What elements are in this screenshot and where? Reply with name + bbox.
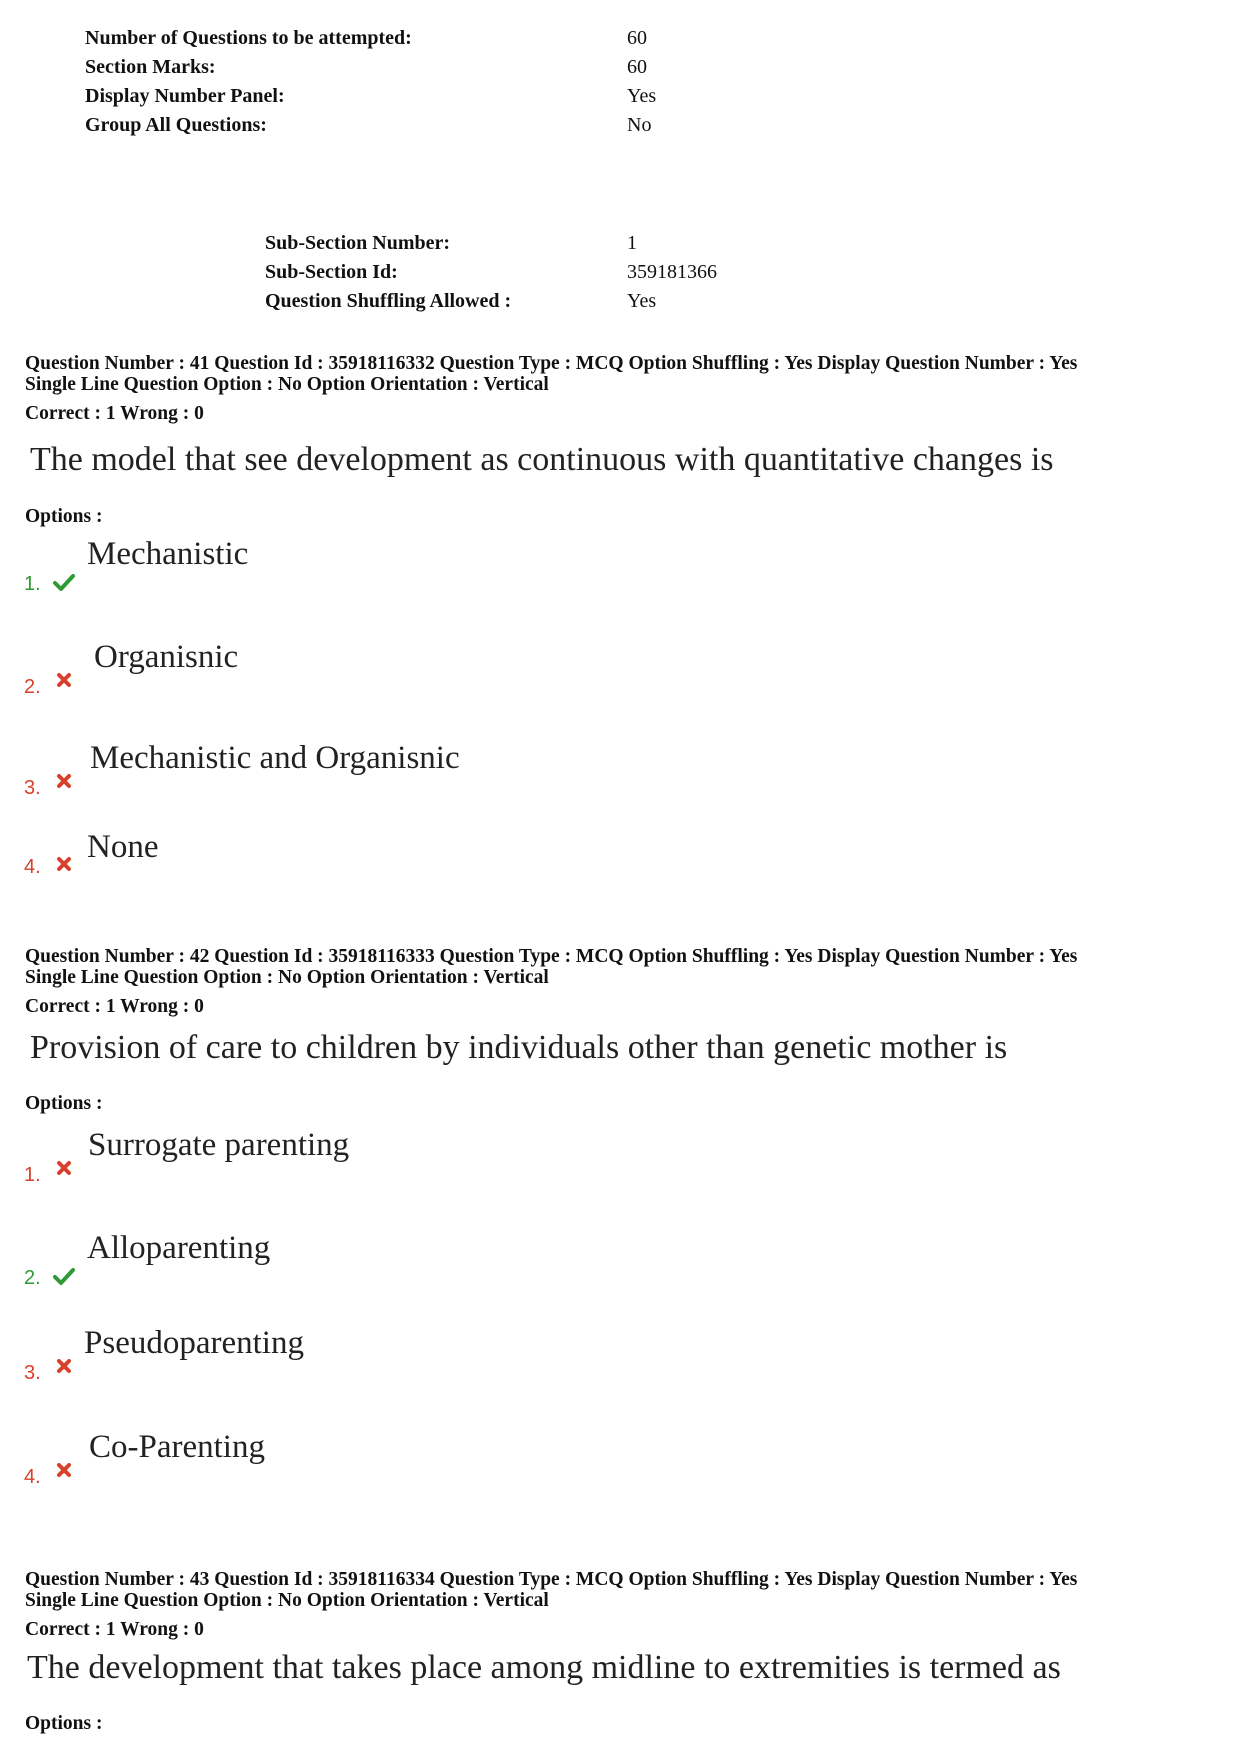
section-row: Section Marks: xyxy=(85,56,216,78)
question-header: Question Number : 43 Question Id : 35918116334 Question Type : MCQ Option Shuffling : Yes Display Question Number : Yes xyxy=(25,1569,1078,1590)
check-icon xyxy=(52,571,76,593)
option-number: 2. xyxy=(24,676,41,698)
subsection-value: 359181366 xyxy=(627,261,717,283)
option-number: 4. xyxy=(24,1466,41,1488)
cross-icon xyxy=(52,1459,76,1481)
subsection-value: 1 xyxy=(627,232,637,254)
question-text: The model that see development as continuous with quantitative changes is xyxy=(30,441,1054,478)
subsection-value: Yes xyxy=(627,290,657,312)
question-text: The development that takes place among midline to extremities is termed as xyxy=(27,1649,1061,1686)
cross-icon xyxy=(52,1355,76,1377)
check-icon xyxy=(52,1265,76,1287)
question-text: Provision of care to children by individuals other than genetic mother is xyxy=(30,1029,1008,1066)
option-number: 1. xyxy=(24,1164,41,1186)
option-item xyxy=(0,1324,1240,1394)
section-row: Number of Questions to be attempted: xyxy=(85,27,412,49)
option-item xyxy=(0,828,1240,898)
cross-icon xyxy=(52,1157,76,1179)
option-text: Pseudoparenting xyxy=(84,1325,304,1361)
option-item xyxy=(0,535,1240,605)
subsection-row: Sub-Section Number: xyxy=(265,232,451,254)
section-value: 60 xyxy=(627,27,647,49)
question-header-options: Single Line Question Option : No Option Orientation : Vertical xyxy=(25,967,549,988)
question-marks: Correct : 1 Wrong : 0 xyxy=(25,996,204,1017)
option-text: Alloparenting xyxy=(87,1230,271,1266)
option-item xyxy=(0,739,1240,809)
section-row: Display Number Panel: xyxy=(85,85,285,107)
options-label: Options : xyxy=(25,506,103,527)
cross-icon xyxy=(52,770,76,792)
cross-icon xyxy=(52,853,76,875)
question-marks: Correct : 1 Wrong : 0 xyxy=(25,403,204,424)
option-item xyxy=(0,1428,1240,1498)
subsection-row: Sub-Section Id: xyxy=(265,261,398,283)
section-row: Group All Questions: xyxy=(85,114,267,136)
question-header-options: Single Line Question Option : No Option Orientation : Vertical xyxy=(25,374,549,395)
option-text: Co-Parenting xyxy=(89,1429,265,1465)
option-text: Organisnic xyxy=(94,639,239,675)
cross-icon xyxy=(52,669,76,691)
option-text: Surrogate parenting xyxy=(88,1127,350,1163)
option-item xyxy=(0,1229,1240,1299)
section-value: Yes xyxy=(627,85,657,107)
option-number: 1. xyxy=(24,573,41,595)
section-value: 60 xyxy=(627,56,647,78)
option-number: 3. xyxy=(24,777,41,799)
options-label: Options : xyxy=(25,1093,103,1114)
option-text: None xyxy=(87,829,159,865)
option-item xyxy=(0,1126,1240,1196)
question-header: Question Number : 41 Question Id : 35918116332 Question Type : MCQ Option Shuffling : Yes Display Question Number : Yes xyxy=(25,353,1078,374)
option-text: Mechanistic xyxy=(87,536,249,572)
question-marks: Correct : 1 Wrong : 0 xyxy=(25,1619,204,1640)
question-header-options: Single Line Question Option : No Option Orientation : Vertical xyxy=(25,1590,549,1611)
question-header: Question Number : 42 Question Id : 35918116333 Question Type : MCQ Option Shuffling : Yes Display Question Number : Yes xyxy=(25,946,1078,967)
option-number: 4. xyxy=(24,856,41,878)
section-value: No xyxy=(627,114,652,136)
option-number: 2. xyxy=(24,1267,41,1289)
option-text: Mechanistic and Organisnic xyxy=(90,740,460,776)
option-item xyxy=(0,638,1240,708)
subsection-row: Question Shuffling Allowed : xyxy=(265,290,512,312)
option-number: 3. xyxy=(24,1362,41,1384)
options-label: Options : xyxy=(25,1713,103,1734)
